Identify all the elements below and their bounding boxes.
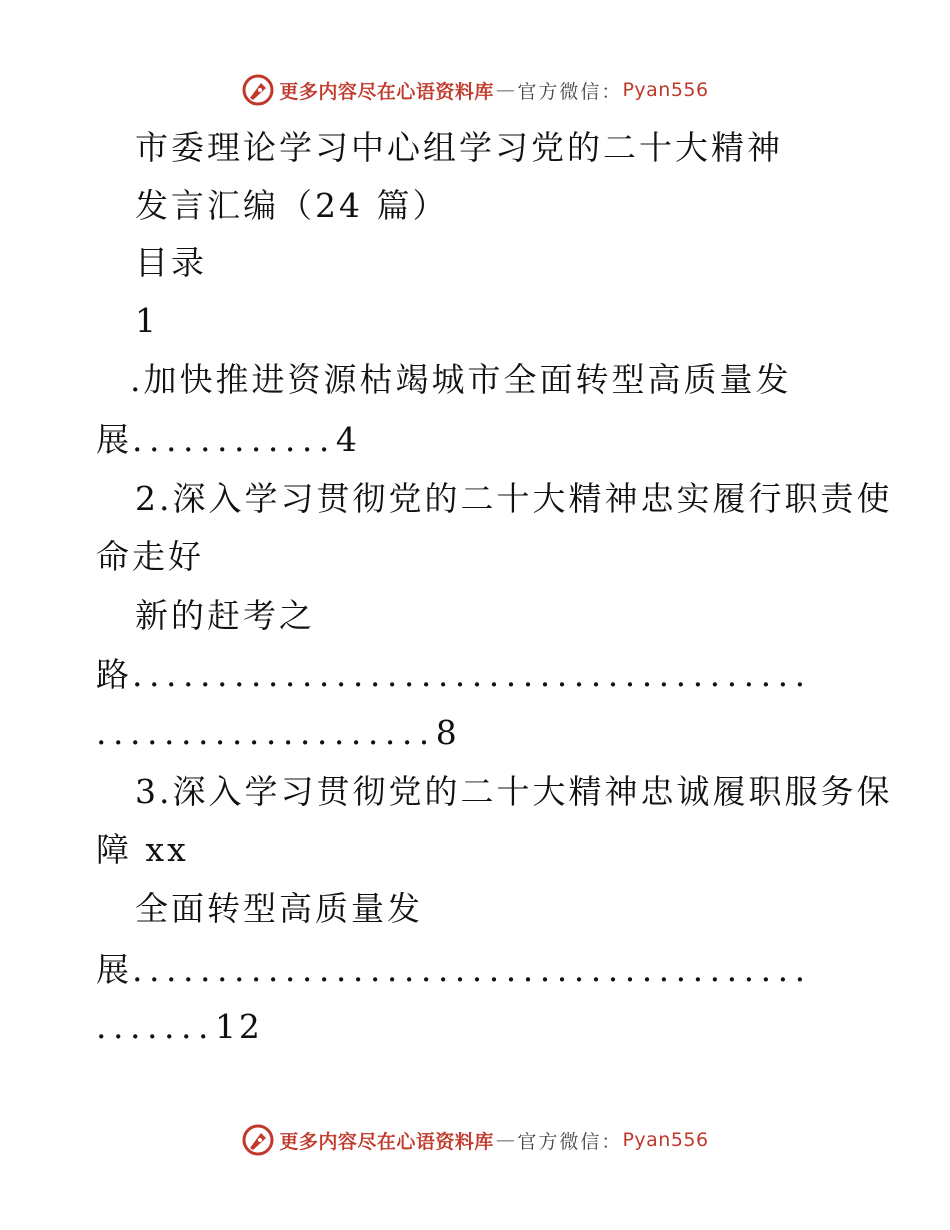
- toc-entry-3-cont2: 全面转型高质量发: [135, 889, 423, 928]
- toc-entry-3-page: 12: [214, 1007, 263, 1046]
- toc-entry-2-page: 8: [435, 713, 460, 752]
- toc-entry-3-dots2: .......: [96, 1007, 215, 1046]
- toc-entry-2-leader: [96, 655, 812, 695]
- toc-entry-2-dots2: ....................: [96, 713, 436, 752]
- watermark-brand: 更多内容尽在心语资料库: [279, 1130, 494, 1153]
- doc-title-line2: 发言汇编（24 篇）: [135, 186, 449, 225]
- toc-heading: 目录: [135, 243, 207, 282]
- watermark-brand: 更多内容尽在心语资料库: [279, 80, 494, 103]
- pen-nib-logo-icon: [241, 73, 275, 107]
- toc-entry-2-tail: 路: [96, 655, 132, 694]
- watermark-dash: —: [495, 79, 516, 101]
- watermark-label: 官方微信：: [517, 1130, 623, 1153]
- toc-entry-3-cont1: 障 xx: [96, 830, 189, 869]
- toc-entry-3-tail: 展: [96, 950, 132, 989]
- toc-entry-3-dots: ........................................: [132, 950, 812, 989]
- watermark-label: 官方微信：: [517, 80, 623, 103]
- toc-entry-3-leader-cont: [96, 1007, 263, 1047]
- pen-nib-logo-icon: [241, 1123, 275, 1157]
- toc-entry-2-cont2: 新的赶考之: [135, 596, 315, 635]
- watermark-account: Pyan556: [622, 79, 709, 101]
- watermark-dash: —: [495, 1129, 516, 1151]
- toc-entry-1-leader: [96, 420, 360, 460]
- toc-entry-1-tail: 展: [96, 420, 132, 459]
- toc-entry-1-title: .加快推进资源枯竭城市全面转型高质量发: [130, 360, 792, 399]
- toc-entry-2-title: 2.深入学习贯彻党的二十大精神忠实履行职责使: [135, 479, 893, 518]
- watermark-header: [0, 70, 950, 110]
- watermark-account: Pyan556: [622, 1129, 709, 1151]
- watermark-footer: [0, 1120, 950, 1160]
- toc-entry-3-leader: [96, 950, 812, 990]
- toc-entry-1-dots: ............: [132, 420, 336, 459]
- toc-entry-2-cont1: 命走好: [96, 537, 204, 576]
- doc-title-line1: 市委理论学习中心组学习党的二十大精神: [135, 128, 783, 167]
- toc-entry-2-dots: ........................................: [132, 655, 812, 694]
- toc-entry-2-leader-cont: [96, 713, 460, 753]
- toc-entry-1-number: 1: [135, 301, 159, 340]
- toc-entry-3-title: 3.深入学习贯彻党的二十大精神忠诚履职服务保: [135, 772, 893, 811]
- toc-entry-1-page: 4: [335, 420, 360, 459]
